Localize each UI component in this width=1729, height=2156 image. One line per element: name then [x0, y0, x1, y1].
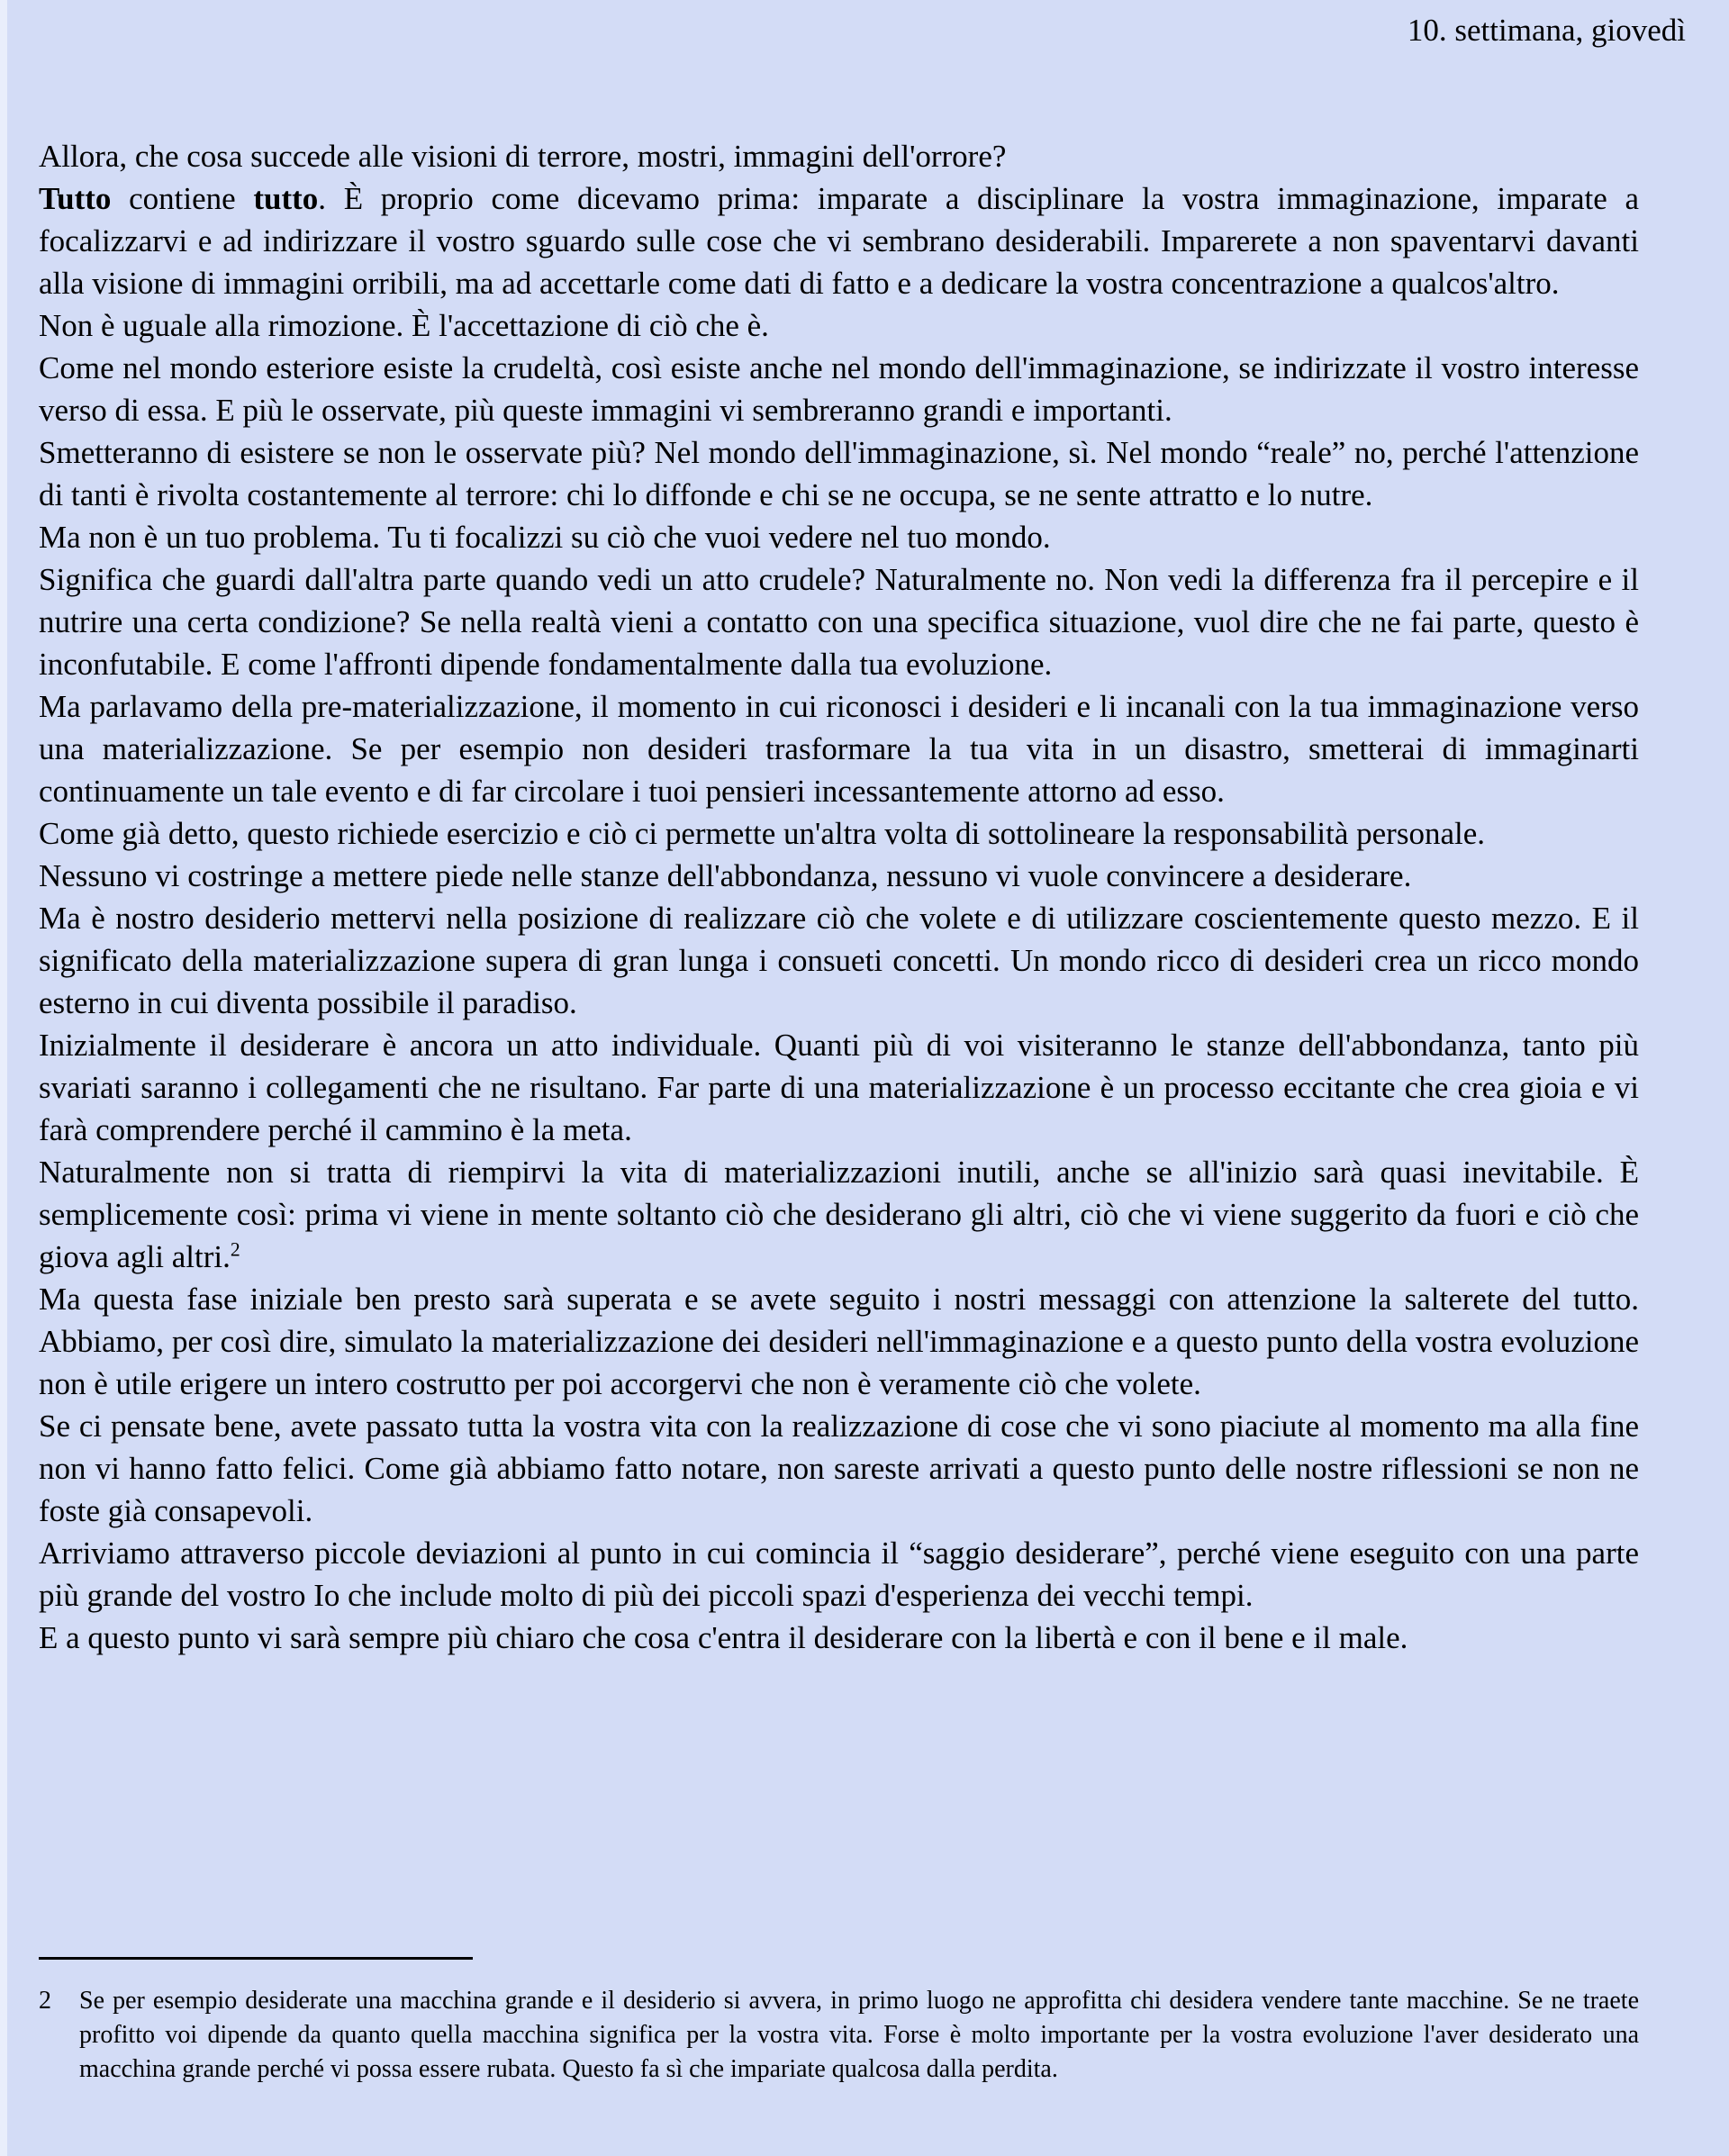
paragraph — [39, 431, 1639, 516]
text-run: Nessuno vi costringe a mettere piede nelle stanze dell'abbondanza, nessuno vi vuole convincere a desiderare. — [39, 858, 1412, 893]
paragraph — [39, 685, 1639, 812]
text-run: Smetteranno di esistere se non le osservate più? Nel mondo dell'immaginazione, sì. Nel mondo “reale” no, perché l'attenzione di tanti è rivolta costantemente al terrore: chi lo diffonde e chi se ne occupa, se ne sente attratto e lo nutre. — [39, 435, 1639, 512]
text-run: Allora, che cosa succede alle visioni di terrore, mostri, immagini dell'orrore? — [39, 139, 1007, 174]
footnote-separator — [39, 1957, 473, 1960]
text-run: Naturalmente non si tratta di riempirvi la vita di materializzazioni inutili, anche se all'inizio sarà quasi inevitabile. È semplicemente così: prima vi viene in mente soltanto ciò che desiderano gli altri, ciò che vi viene suggerito da fuori e ciò che giova agli altri. — [39, 1155, 1639, 1274]
text-run: Come nel mondo esteriore esiste la crudeltà, così esiste anche nel mondo dell'immaginazione, se indirizzate il vostro interesse verso di essa. E più le osservate, più queste immagini vi sembreranno grandi e importanti. — [39, 350, 1639, 428]
footnote-text: Se per esempio desiderate una macchina grande e il desiderio si avvera, in primo luogo ne approfitta chi desidera vendere tante macchine. Se ne traete profitto voi dipende da quanto quella macchina significa per la vostra vita. Forse è molto importante per la vostra evoluzione l'aver desiderato una macchina grande perché vi possa essere rubata. Questo fa sì che impariate qualcosa dalla perdita. — [79, 1987, 1639, 2083]
text-run: Ma non è un tuo problema. Tu ti focalizzi su ciò che vuoi vedere nel tuo mondo. — [39, 520, 1051, 555]
footnote — [39, 1984, 1639, 2087]
text-run: Ma è nostro desiderio mettervi nella posizione di realizzare ciò che volete e di utilizzare coscientemente questo mezzo. E il significato della materializzazione supera di gran lunga i consueti concetti. Un mondo ricco di desideri crea un ricco mondo esterno in cui diventa possibile il paradiso. — [39, 901, 1639, 1020]
paragraph — [39, 1278, 1639, 1405]
page-header: 10. settimana, giovedì — [1407, 13, 1686, 48]
paragraph — [39, 304, 1639, 347]
page-edge-strip — [0, 0, 7, 2156]
paragraph — [39, 1151, 1639, 1278]
paragraph — [39, 855, 1639, 897]
text-run: E a questo punto vi sarà sempre più chiaro che cosa c'entra il desiderare con la libertà e con il bene e il male. — [39, 1620, 1408, 1655]
text-run: Arriviamo attraverso piccole deviazioni al punto in cui comincia il “saggio desiderare”, perché viene eseguito con una parte più grande del vostro Io che include molto di più dei piccoli spazi d'esperienza dei vecchi tempi. — [39, 1535, 1639, 1613]
body-text — [39, 135, 1639, 1659]
paragraph — [39, 897, 1639, 1024]
paragraph — [39, 177, 1639, 304]
footnote-reference: 2 — [230, 1238, 240, 1261]
paragraph — [39, 1617, 1639, 1659]
text-run: Ma parlavamo della pre-materializzazione, il momento in cui riconosci i desideri e li incanali con la tua immaginazione verso una materializzazione. Se per esempio non desideri trasformare la tua vita in un disastro, smetterai di immaginarti continuamente un tale evento e di far circolare i tuoi pensieri incessantemente attorno ad esso. — [39, 689, 1639, 809]
text-run: Se ci pensate bene, avete passato tutta la vostra vita con la realizzazione di cose che vi sono piaciute al momento ma alla fine non vi hanno fatto felici. Come già abbiamo fatto notare, non sareste arrivati a questo punto delle nostre riflessioni se non ne foste già consapevoli. — [39, 1409, 1639, 1528]
paragraph — [39, 135, 1639, 177]
paragraph — [39, 558, 1639, 685]
text-run: . È proprio come dicevamo prima: imparate a disciplinare la vostra immaginazione, imparate a focalizzarvi e ad indirizzare il vostro sguardo sulle cose che vi sembrano desiderabili. Imparerete a non spaventarvi davanti alla visione di immagini orribili, ma ad accettarle come dati di fatto e a dedicare la vostra concentrazione a qualcos'altro. — [39, 181, 1639, 301]
paragraph — [39, 347, 1639, 431]
footnote-marker: 2 — [39, 1987, 51, 2015]
text-run: contiene — [111, 181, 254, 216]
paragraph — [39, 1532, 1639, 1617]
paragraph — [39, 516, 1639, 558]
text-run: Ma questa fase iniziale ben presto sarà superata e se avete seguito i nostri messaggi con attenzione la salterete del tutto. Abbiamo, per così dire, simulato la materializzazione dei desideri nell'immaginazione e a questo punto della vostra evoluzione non è utile erigere un intero costrutto per poi accorgervi che non è veramente ciò che volete. — [39, 1282, 1639, 1401]
paragraph — [39, 812, 1639, 855]
paragraph — [39, 1024, 1639, 1151]
bold-text-run: tutto — [253, 181, 319, 216]
paragraph — [39, 1405, 1639, 1532]
bold-text-run: Tutto — [39, 181, 112, 216]
text-run: Come già detto, questo richiede esercizio e ciò ci permette un'altra volta di sottolineare la responsabilità personale. — [39, 816, 1486, 851]
text-run: Non è uguale alla rimozione. È l'accettazione di ciò che è. — [39, 308, 769, 343]
text-run: Significa che guardi dall'altra parte quando vedi un atto crudele? Naturalmente no. Non vedi la differenza fra il percepire e il nutrire una certa condizione? Se nella realtà vieni a contatto con una specifica situazione, vuol dire che ne fai parte, questo è inconfutabile. E come l'affronti dipende fondamentalmente dalla tua evoluzione. — [39, 562, 1639, 682]
text-run: Inizialmente il desiderare è ancora un atto individuale. Quanti più di voi visiteranno le stanze dell'abbondanza, tanto più svariati saranno i collegamenti che ne risultano. Far parte di una materializzazione è un processo eccitante che crea gioia e vi farà comprendere perché il cammino è la meta. — [39, 1028, 1639, 1147]
